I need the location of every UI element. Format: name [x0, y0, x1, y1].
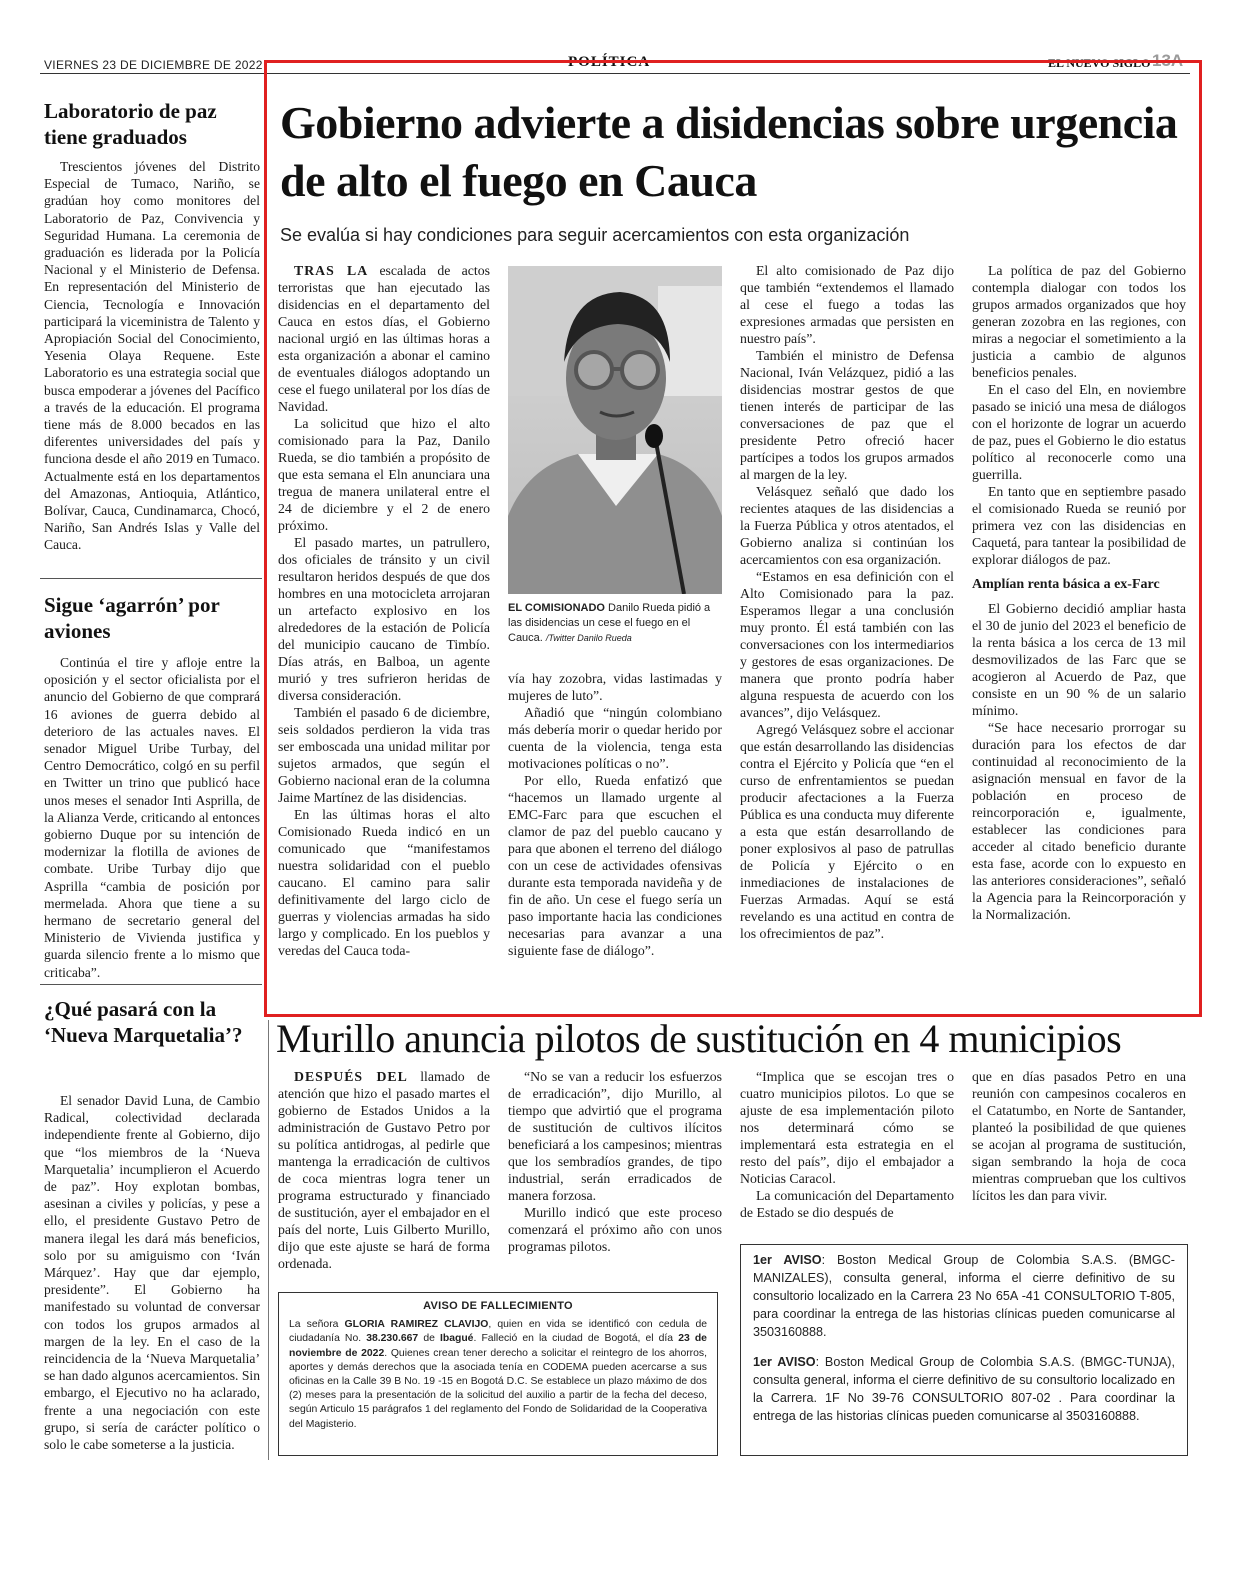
- paragraph: La política de paz del Gobierno contempla dialogar con todos los grupos armados organizados que hoy generan zozobra en las regiones, con miras a negociar el sometimiento a la justicia a cambio de algunos beneficios penales.: [972, 263, 1186, 380]
- sidebar-headline-3: ¿Qué pasará con la ‘Nueva Marquetalia’?: [44, 997, 243, 1047]
- paragraph: Murillo indicó que este proceso comenzará el próximo año con unos programas pilotos.: [508, 1205, 722, 1254]
- main-column-2: [508, 670, 722, 959]
- main-subheadline: Se evalúa si hay condiciones para seguir acercamientos con esta organización: [280, 225, 910, 245]
- paragraph: escalada de actos terroristas que han ejecutado las disidencias en el departamento del Cauca en estos días, el Gobierno nacional urgió en las últimas horas a esta organización a abonar el camino de eventuales diálogos adoptando un cese el fuego unilateral por los días de Navidad.: [278, 263, 490, 414]
- paragraph: El alto comisionado de Paz dijo que también “extendemos el llamado al cese el fuego a todas las expresiones armadas que persisten en nuestro país”.: [740, 263, 954, 346]
- deceased-name: GLORIA RAMIREZ CLAVIJO: [344, 1319, 489, 1331]
- notice-item: [753, 1353, 1175, 1425]
- paragraph: Añadió que “ningún colombiano más debería morir o quedar herido por cuenta de la violencia, tenga esta motivaciones políticas o no”.: [508, 705, 722, 771]
- sidebar-headline-2: Sigue ‘agarrón’ por aviones: [44, 593, 220, 643]
- sidebar-divider: [40, 984, 262, 985]
- sidebar-divider: [40, 578, 262, 579]
- caption-lead: EL COMISIONADO: [508, 602, 605, 614]
- portrait-photo: [508, 266, 722, 594]
- subheading: Amplían renta básica a ex-Farc: [972, 577, 1160, 592]
- notice-text: : Boston Medical Group de Colombia S.A.S. (BMGC-TUNJA), consulta general, informa el cierre definitivo de su consultorio localizado en la Carrera. 1F No 39-76 CONSULTORIO 807-02 . Para coordinar la entrega de las historias clínicas pueden comunicarse al 3503160888.: [753, 1355, 1175, 1423]
- death-date: 23 de noviembre de 2022: [289, 1333, 707, 1359]
- caption-text: Danilo Rueda pidió a las disidencias un cese el fuego en el Cauca.: [508, 602, 711, 644]
- article2-column-1: [278, 1068, 490, 1272]
- paragraph: Por ello, Rueda enfatizó que “hacemos un llamado urgente al EMC-Farc para que escuchen el clamor de paz del pueblo caucano y para que abonen el terreno del diálogo con un cese de actividades ofensivas durante esta temporada navideña y de fin de año. Un cese el fuego sería un paso importante hacia las condiciones necesarias para avanzar a una siguiente fase de diálogo”.: [508, 773, 722, 958]
- sidebar-body-2: Continúa el tire y afloje entre la oposición y el sector oficialista por el anuncio del Gobierno de que comprará 16 aviones de guerra debido al deterioro de las actuales naves. El senador Miguel Uribe Turbay, del Centro Democrático, colgó en su perfil en Twitter un trino que publicó hace unos meses el senador Inti Asprilla, de la Alianza Verde, criticando al entonces gobierno Duque por su intención de modernizar la flotilla de aviones de combate. Uribe Turbay dijo que Asprilla “cambia de posición por mermelada. Ahora que tiene a su hermano de secretario general del Ministerio de Vivienda justifica y guarda silencio frente a lo mismo que criticaba”.: [44, 655, 260, 980]
- paragraph: vía hay zozobra, vidas lastimadas y mujeres de luto”.: [508, 671, 722, 703]
- page-date: VIERNES 23 DE DICIEMBRE DE 2022: [44, 58, 263, 72]
- photo-credit: /Twitter Danilo Rueda: [545, 633, 632, 643]
- article2-column-4: [972, 1068, 1186, 1204]
- paragraph: En tanto que en septiembre pasado el comisionado Rueda se reunió por primera vez con las disidencias en Caquetá, para tantear la posibilidad de explorar diálogos de paz.: [972, 484, 1186, 567]
- lead-words: DESPUÉS DEL: [294, 1069, 408, 1084]
- city: Ibagué: [439, 1333, 474, 1345]
- second-headline: Murillo anuncia pilotos de sustitución en 4 municipios: [276, 1016, 1122, 1061]
- notice-text: . Falleció en la ciudad de Bogotá, el día: [473, 1333, 679, 1345]
- notice-text: de: [418, 1333, 440, 1345]
- notice-text: La señora: [289, 1319, 345, 1331]
- paragraph: El pasado martes, un patrullero, dos oficiales de tránsito y un civil resultaron heridos después de que dos hombres en una motocicleta arrojaran un artefacto explosivo en los alrededores de la estación de Policía del municipio caucano de Timbío. Días atrás, en Balboa, un agente murió y tres sufrieron heridas de diversa consideración.: [278, 535, 490, 703]
- photo-caption: [508, 601, 722, 646]
- notice-title: AVISO DE FALLECIMIENTO: [423, 1300, 573, 1312]
- main-headline: Gobierno advierte a disidencias sobre urgencia de alto el fuego en Cauca: [280, 97, 1178, 206]
- paragraph: También el ministro de Defensa Nacional, Iván Velázquez, pidió a las disidencias mostrar gestos de que tienen interés de participar de las conversaciones de paz que el presidente Petro ofreció hacer partícipes a todos los grupos armados al margen de la ley.: [740, 348, 954, 482]
- paragraph: “Estamos en esa definición con el Alto Comisionado para la paz. Esperamos llegar a una conclusión muy pronto. Él está también con las conversaciones con los intermediarios y gestores de esas organizaciones. De manera que pronto podría haber alguna respuesta de acuerdo con los avances”, dijo Velásquez.: [740, 569, 954, 720]
- paragraph: “Implica que se escojan tres o cuatro municipios pilotos. Lo que se ajuste de esa implementación piloto nos determinará cómo se implementará esta estrategia en el resto del país”, dijo el embajador a Noticias Caracol.: [740, 1069, 954, 1186]
- paragraph: También el pasado 6 de diciembre, seis soldados perdieron la vida tras ser emboscada una unidad militar por sujetos armados, que según el Gobierno nacional eran de la columna Jaime Martínez de las disidencias.: [278, 705, 490, 805]
- notice-item: [753, 1251, 1175, 1341]
- lead-words: TRAS LA: [294, 263, 369, 278]
- notice-body: [289, 1318, 707, 1432]
- main-column-4: [972, 262, 1186, 923]
- paragraph: La solicitud que hizo el alto comisionado para la Paz, Danilo Rueda, se dio también a propósito de que esta semana el Eln anunciara una tregua de manera unilateral entre el 24 de diciembre y el 2 de enero próximo.: [278, 416, 490, 533]
- paragraph: llamado de atención que hizo el pasado martes el gobierno de Estados Unidos a la administración de Gustavo Petro por su política antidrogas, al pedirle que mantenga la erradicación de cultivos de coca mientras logra tener un programa estructurado y financiado de sustitución, ayer el embajador en el país del norte, Luis Gilberto Murillo, dijo que este ajuste se hará de forma ordenada.: [278, 1069, 490, 1271]
- sidebar-body-3: El senador David Luna, de Cambio Radical, colectividad declarada independiente frente al Gobierno, dijo que “los miembros de la ‘Nueva Marquetalia’ incumplieron el Acuerdo de paz”. Hoy explotan bombas, asesinan a civiles y policías, y pese a ello, el presidente Gustavo Petro de manera ilegal les dará más beneficios, solo por su amiguismo con ‘Iván Márquez’. Hay que dar ejemplo, presidente”. El Gobierno ha manifestado su voluntad de conversar con todos los grupos armados al margen de la ley. En el caso de la reincidencia de la ‘Nueva Marquetalia’ se han dado algunos acercamientos. Sin embargo, el Ejecutivo no ha aclarado, frente a una negociación con este grupo, si sería de carácter político o solo le cabe someterse a la justicia.: [44, 1093, 260, 1453]
- legal-notices-box: [740, 1244, 1188, 1456]
- article2-column-2: [508, 1068, 722, 1255]
- main-column-1: [278, 262, 490, 959]
- notice-label: 1er AVISO: [753, 1253, 822, 1267]
- newspaper-name: EL NUEVO SIGLO: [1048, 56, 1151, 70]
- paragraph: “No se van a reducir los esfuerzos de erradicación”, dijo Murillo, al tiempo que advirtió que el programa de sustitución de cultivos ilícitos beneficiará a los campesinos; mientras que los sembradíos grandes, de tipo industrial, serán erradicados de manera forzosa.: [508, 1069, 722, 1203]
- notice-text: . Quienes crean tener derecho a solicitar el reintegro de los ahorros, aportes y demás derechos que la asociada tenía en CODEMA pueden acercarse a sus oficinas en la Calle 39 B No. 19 -15 en Bogotá D.C. Se establece un plazo máximo de dos (2) meses para la presentación de la solicitud del auxilio a partir de la fecha del deceso, según Articulo 15 parágrafos 1 del reglamento del Fondo de Solidaridad de la Cooperativa del Magisterio.: [289, 1347, 708, 1430]
- paragraph: que en días pasados Petro en una reunión con campesinos cocaleros en el Catatumbo, en Norte de Santander, planteó la posibilidad de que quienes se acojan al programa de sustitución, sigan sembrando la hoja de coca mientras comprueban que los cultivos lícitos les dan para vivir.: [972, 1069, 1186, 1203]
- id-number: 38.230.667: [366, 1333, 419, 1345]
- column-divider: [268, 1020, 269, 1460]
- section-name: POLÍTICA: [568, 54, 651, 70]
- paragraph: La comunicación del Departamento de Estado se dio después de: [740, 1188, 954, 1220]
- paragraph: En el caso del Eln, en noviembre pasado se inició una mesa de diálogos con el horizonte de lograr un acuerdo de paz, pues el Gobierno le dio estatus político al reconocerle como una guerrilla.: [972, 382, 1186, 482]
- main-column-3: [740, 262, 954, 942]
- sidebar-body-1: Trescientos jóvenes del Distrito Especial de Tumaco, Nariño, se gradúan hoy como monitores del Laboratorio de Paz, Convivencia y Seguridad Humana. La ceremonia de graduación es liderada por la Policía Nacional y el Ministerio de Defensa. En representación del Ministerio de Ciencia, Tecnología e Innovación participará la viceministra de Talento y Apropiación Social del Conocimiento, Yesenia Olaya Requene. Este Laboratorio es una estrategia social que busca empoderar a jóvenes del Pacífico a través de la educación. El programa tiene más de 8.000 becados en las diferentes universidades del país y funciona desde el año 2019 en Tumaco. Actualmente está en los departamentos del Amazonas, Antioquia, Atlántico, Bolívar, Cauca, Cundinamarca, Chocó, Nariño, San Andrés Islas y Valle del Cauca.: [44, 159, 260, 553]
- paragraph: Agregó Velásquez sobre el accionar que están desarrollando las disidencias contra el Ejército y Policía que “en el curso de enfrentamientos se puedan producir afectaciones a la Fuerza Pública es una conducta muy diferente a esta que están desarrollando de poner explosivos al paso de patrullas de Policía y Ejército o en inmediaciones de instalaciones de Fuerzas Armadas. Aquí se está revelando es una actitud en contra de los ofrecimientos de paz”.: [740, 722, 954, 941]
- notice-text: , quien en vida se identificó con cedula de ciudadanía No.: [289, 1319, 708, 1345]
- notice-label: 1er AVISO: [753, 1355, 816, 1369]
- page-number: 13A: [1152, 51, 1184, 70]
- paragraph: En las últimas horas el alto Comisionado Rueda indicó en un comunicado que “manifestamos nuestra solidaridad con el pueblo caucano. El camino para salir definitivamente del largo ciclo de guerras y violencias armadas ha sido largo y complicado. En los pueblos y veredas del Cauca toda-: [278, 807, 490, 958]
- sidebar-headline-1: Laboratorio de paz tiene graduados: [44, 99, 217, 149]
- paragraph: “Se hace necesario prorrogar su duración para los efectos de dar continuidad al reconocimiento de la asignación mensual en favor de la población en proceso de reincorporación e, igualmente, establecer las condiciones para acceder al citado beneficio durante esta fase, acorde con lo expuesto en las anteriores consideraciones”, señaló la Agencia para la Reincorporación y la Normalización.: [972, 720, 1186, 922]
- obituary-notice: [278, 1292, 718, 1456]
- paragraph: Velásquez señaló que dado los recientes ataques de las disidencias a la Fuerza Pública y otros atentados, el Gobierno analiza si continúan los acercamientos con esa organización.: [740, 484, 954, 567]
- paragraph: El Gobierno decidió ampliar hasta el 30 de junio del 2023 el beneficio de la renta básica a los cerca de 13 mil desmovilizados de las Farc que se acogieron al Acuerdo de Paz, que consiste en un 90 % de un salario mínimo.: [972, 601, 1186, 718]
- notice-text: : Boston Medical Group de Colombia S.A.S. (BMGC-MANIZALES), consulta general, informa el cierre definitivo de su consultorio localizado en la Carrera 23 No 65A -41 CONSULTORIO T-805, para coordinar la entrega de las historias clínicas pueden comunicarse al 3503160888.: [753, 1253, 1175, 1339]
- article2-column-3: [740, 1068, 954, 1221]
